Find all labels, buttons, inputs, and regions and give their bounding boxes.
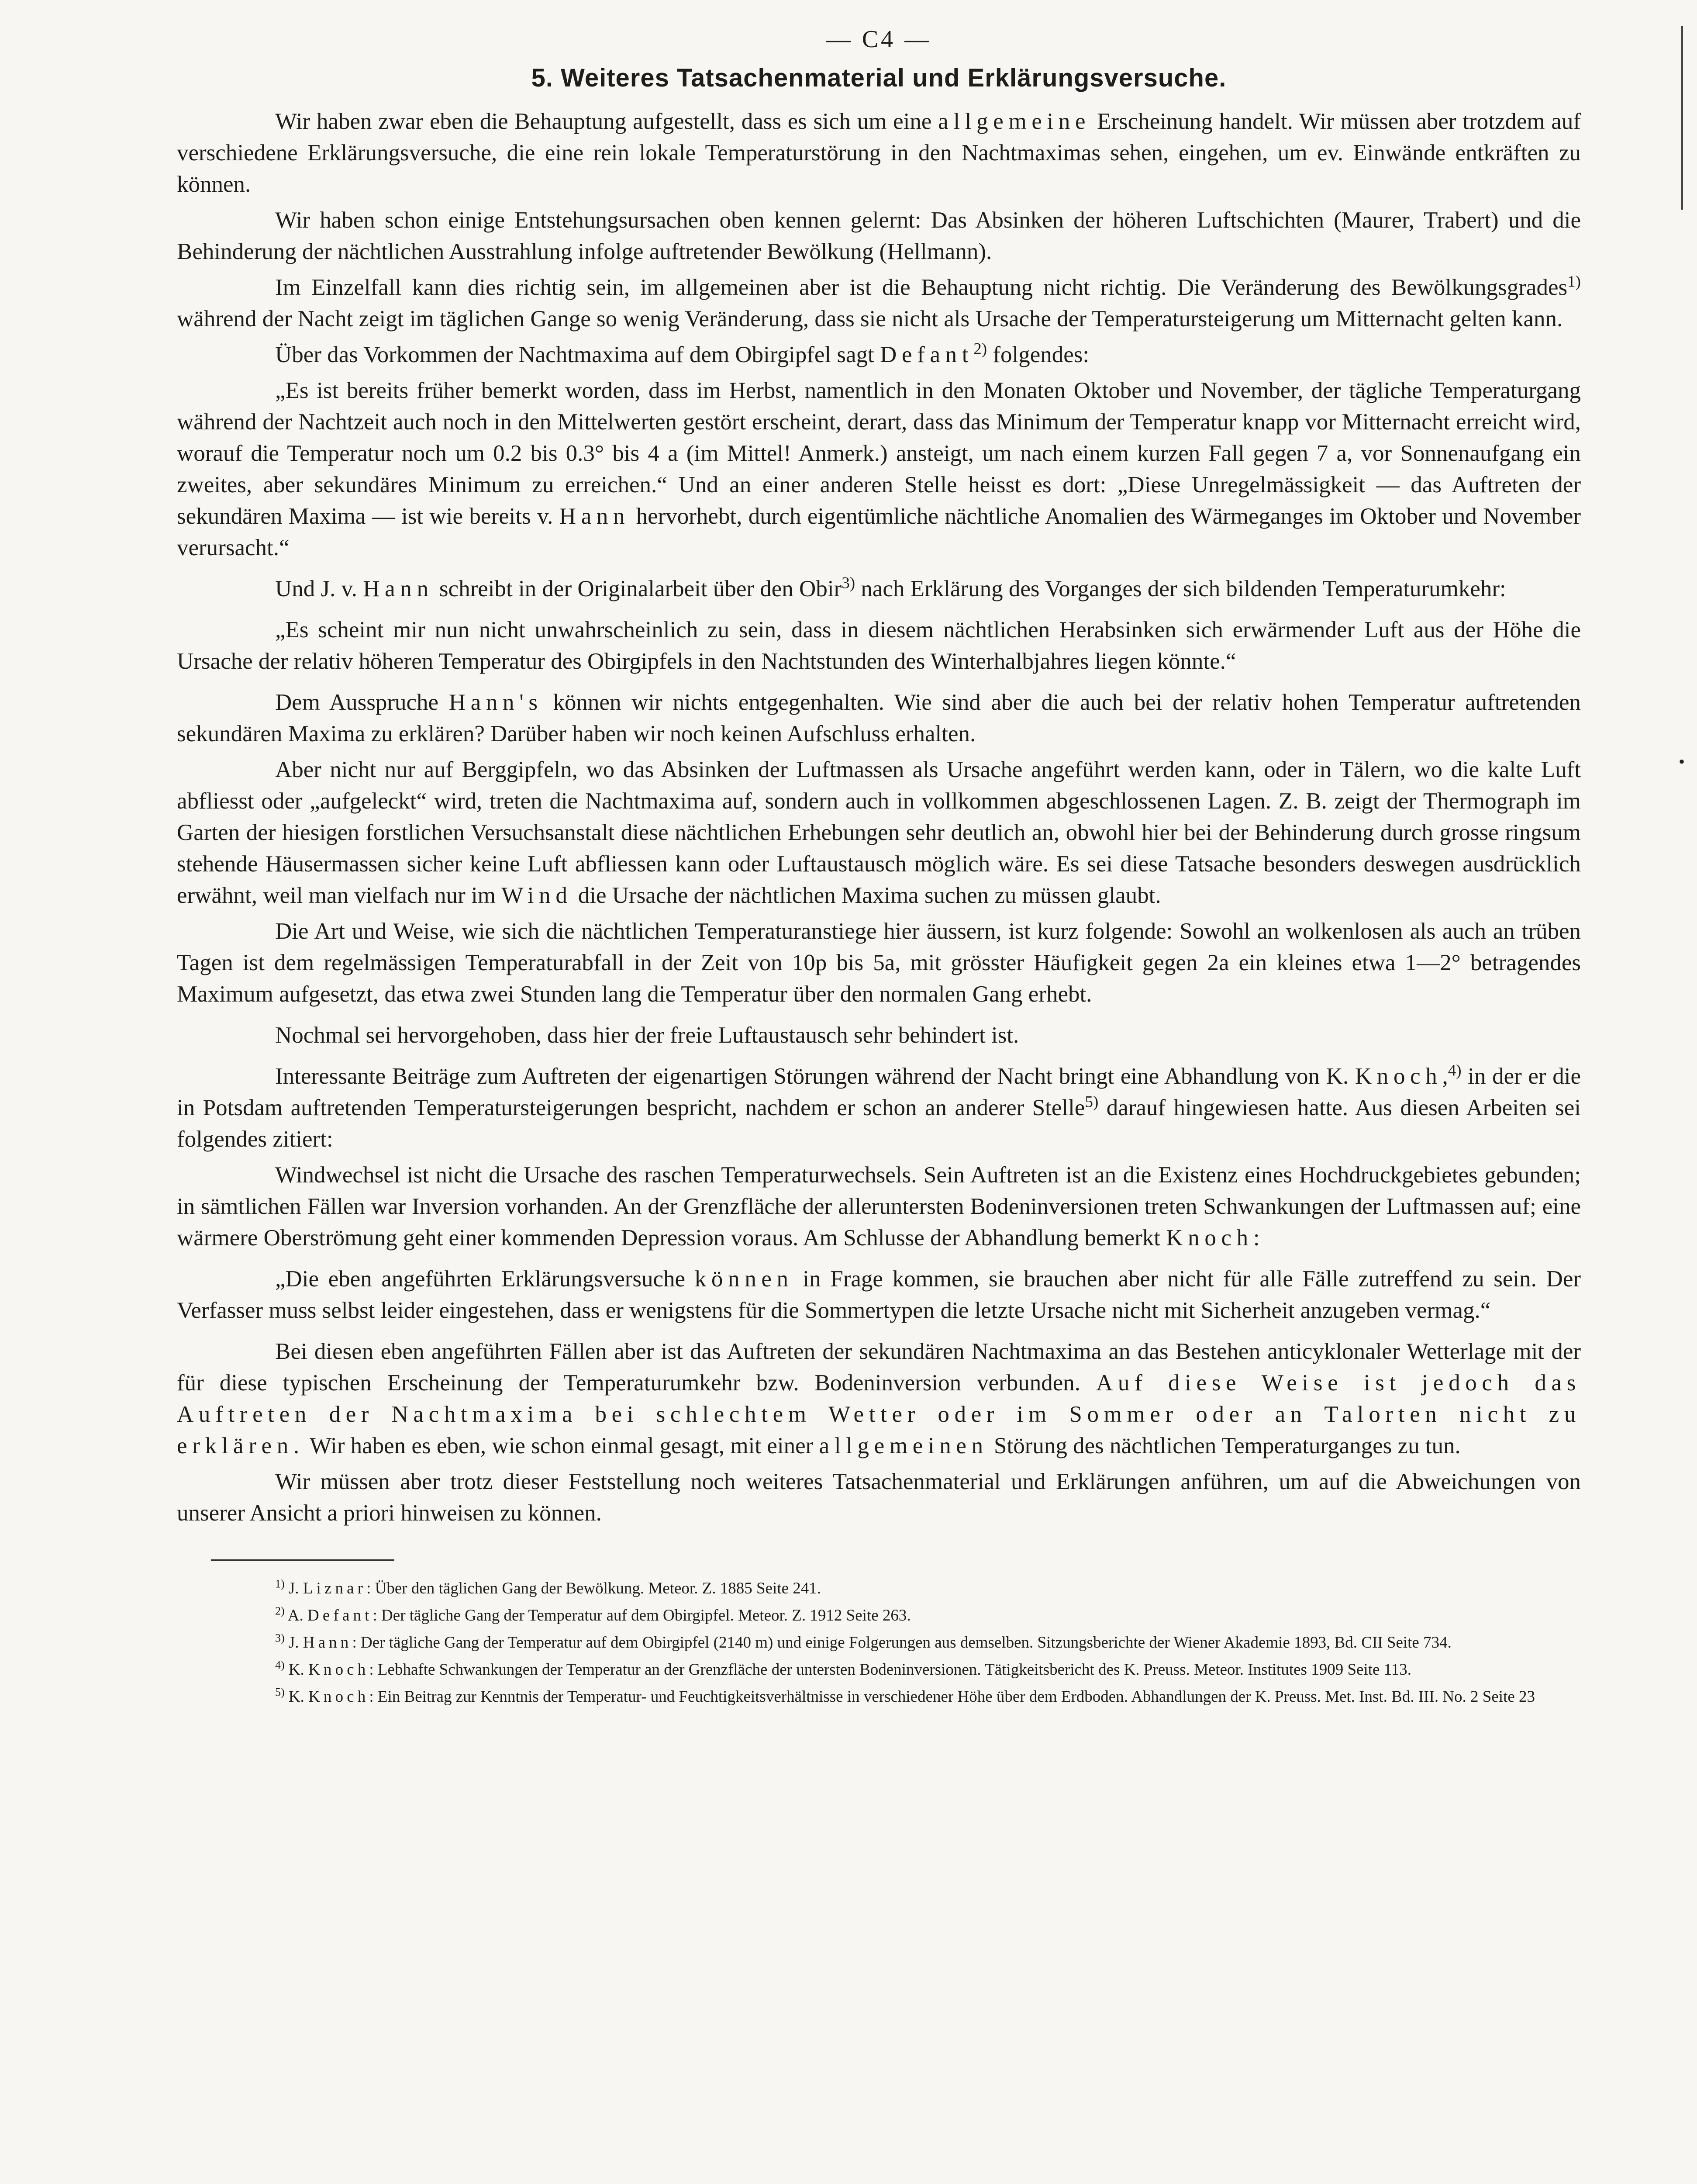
paragraph: Interessante Beiträge zum Auftreten der eigenartigen Störungen während der Nacht bringt eine Abhandlung von K. Knoch,$^{4)}$ in der er die in Potsdam auftretenden Temperatursteigerungen bespricht, nachdem er schon an anderer Stelle$^{5)}$ darauf hingewiesen hatte. Aus diesen Arbeiten sei folgendes zitiert: — [177, 1061, 1581, 1152]
body-text — [177, 106, 1581, 1529]
paragraph: Wir müssen aber trotz dieser Feststellung noch weiteres Tatsachenmaterial und Erklärungen anführen, um auf die Abweichungen von unserer Ansicht a priori hinweisen zu können. — [177, 1469, 1581, 1526]
footnote: $^{3)}$ J. Hann: Der tägliche Gang der Temperatur auf dem Obirgipfel (2140 m) und einige Folgerungen aus demselben. Sitzungsberichte der Wiener Akademie 1893, Bd. CII Seite 734. — [275, 1631, 1452, 1652]
paragraph: Und J. v. Hann schreibt in der Originalarbeit über den Obir$^{3)}$ nach Erklärung des Vorganges der sich bildenden Temperaturumkehr: — [275, 574, 1506, 602]
footnote-ref[interactable]: 2) — [973, 340, 987, 358]
paragraph: Im Einzelfall kann dies richtig sein, im allgemeinen aber ist die Behauptung nicht richtig. Die Veränderung des Bewölkungsgrades$^{1)}$ während der Nacht zeigt im täglichen Gange so wenig Veränderung, dass sie nicht als Ursache der Temperatursteigerung um Mitternacht gelten kann. — [177, 273, 1581, 332]
footnote: $^{1)}$ J. Liznar: Über den täglichen Gang der Bewölkung. Meteor. Z. 1885 Seite 241. — [275, 1577, 821, 1598]
footnotes — [177, 1559, 1581, 1710]
paragraph: Dem Ausspruche Hann's können wir nichts entgegenhalten. Wie sind aber die auch bei der relativ hohen Temperatur auftretenden sekundären Maxima zu erklären? Darüber haben wir noch keinen Aufschluss erhalten. — [177, 690, 1581, 747]
footnote-ref[interactable]: 5) — [1085, 1093, 1099, 1111]
footnote: $^{2)}$ A. Defant: Der tägliche Gang der Temperatur auf dem Obirgipfel. Meteor. Z. 1912 Seite 263. — [275, 1604, 911, 1625]
quote-paragraph: „Es ist bereits früher bemerkt worden, dass im Herbst, namentlich in den Monaten Oktober und November, der tägliche Temperaturgang während der Nachtzeit auch noch in den Mittelwerten gestört erscheint, derart, dass das Minimum der Temperatur knapp vor Mitternacht erreicht wird, worauf die Temperatur noch um 0.2 bis 0.3° bis 4 a (im Mittel! Anmerk.) ansteigt, um nach einem kurzen Fall gegen 7 a, vor Sonnenaufgang ein zweites, aber sekundäres Minimum zu erreichen.“ Und an einer anderen Stelle heisst es dort: „Diese Unregelmässigkeit — das Auftreten der sekundären Maxima — ist wie bereits v. Hann hervorhebt, durch eigentümliche nächtliche Anomalien des Wärmeganges im Oktober und November verursacht.“ — [177, 378, 1581, 561]
page-number: — C4 — — [826, 26, 932, 53]
paragraph: Über das Vorkommen der Nachtmaxima auf dem Obirgipfel sagt Defant$^{2)}$ folgendes: — [275, 340, 1090, 368]
footnote-ref[interactable]: 3) — [842, 574, 855, 592]
page-header — [177, 26, 1581, 53]
paragraph: Bei diesen eben angeführten Fällen aber ist das Auftreten der sekundären Nachtmaxima an das Bestehen anticyklonaler Wetterlage mit der für diese typischen Erscheinung der Temperaturumkehr bzw. Bodeninversion verbunden. Auf diese Weise ist jedoch das Auftreten der Nachtmaxima bei schlechtem Wetter oder im Sommer oder an Talorten nicht zu erklären. Wir haben es eben, wie schon einmal gesagt, mit einer allgemeinen Störung des nächtlichen Temperaturganges zu tun. — [177, 1339, 1581, 1459]
footnote: $^{4)}$ K. Knoch: Lebhafte Schwankungen der Temperatur an der Grenzfläche der untersten Bodeninversionen. Tätigkeitsbericht des K. Preuss. Meteor. Institutes 1909 Seite 113. — [275, 1659, 1412, 1679]
margin-mark: • — [1678, 752, 1685, 771]
footnote: $^{5)}$ K. Knoch: Ein Beitrag zur Kenntnis der Temperatur- und Feuchtigkeitsverhältnisse in verschiedener Höhe über dem Erdboden. Abhandlungen der K. Preuss. Met. Inst. Bd. III. No. 2 Seite 23 — [275, 1686, 1535, 1706]
section-title: 5. Weiteres Tatsachenmaterial und Erklärungsversuche. — [531, 63, 1227, 92]
scan-edge-mark — [1681, 26, 1687, 210]
page-content — [177, 26, 1581, 2167]
quote-paragraph: „Es scheint mir nun nicht unwahrscheinlich zu sein, dass in diesem nächtlichen Herabsinken sich erwärmender Luft aus der Höhe die Ursache der relativ höheren Temperatur des Obirgipfels in den Nachtstunden des Winterhalbjahres liegen könnte.“ — [177, 617, 1581, 674]
paragraph: Aber nicht nur auf Berggipfeln, wo das Absinken der Luftmassen als Ursache angeführt werden kann, oder in Tälern, wo die kalte Luft abfliesst oder „aufgeleckt“ wird, treten die Nachtmaxima auf, sondern auch in vollkommen abgeschlossenen Lagen. Z. B. zeigt der Thermograph im Garten der hiesigen forstlichen Versuchsanstalt diese nächtlichen Erhebungen sehr deutlich an, obwohl hier bei der Behinderung durch grosse ringsum stehende Häusermassen sicher keine Luft abfliessen kann oder Luftaustausch möglich wäre. Es sei diese Tatsache besonders deswegen ausdrücklich erwähnt, weil man vielfach nur im Wind die Ursache der nächtlichen Maxima suchen zu müssen glaubt. — [177, 757, 1581, 909]
paragraph: Nochmal sei hervorgehoben, dass hier der freie Luftaustausch sehr behindert ist. — [275, 1023, 1019, 1048]
paragraph: Die Art und Weise, wie sich die nächtlichen Temperaturanstiege hier äussern, ist kurz folgende: Sowohl an wolkenlosen als auch an trüben Tagen ist dem regelmässigen Temperaturabfall in der Zeit von 10p bis 5a, mit grösster Häufigkeit gegen 2a ein kleines etwa 1—2° betragendes Maximum aufgesetzt, das etwa zwei Stunden lang die Temperatur über den normalen Gang erhebt. — [177, 919, 1581, 1007]
paragraph: Wir haben zwar eben die Behauptung aufgestellt, dass es sich um eine allgemeine Erscheinung handelt. Wir müssen aber trotzdem auf verschiedene Erklärungsversuche, die eine rein lokale Temperaturstörung in den Nachtmaximas sehen, eingehen, um ev. Einwände entkräften zu können. — [177, 109, 1581, 197]
quote-paragraph: „Die eben angeführten Erklärungsversuche können in Frage kommen, sie brauchen aber nicht für alle Fälle zutreffend zu sein. Der Verfasser muss selbst leider eingestehen, dass er wenigstens für die Sommertypen die letzte Ursache nicht mit Sicherheit anzugeben vermag.“ — [177, 1266, 1581, 1324]
footnote-ref[interactable]: 4) — [1448, 1061, 1462, 1080]
paragraph: Windwechsel ist nicht die Ursache des raschen Temperaturwechsels. Sein Auftreten ist an die Existenz eines Hochdruckgebietes gebunden; in sämtlichen Fällen war Inversion vorhanden. An der Grenzfläche der alleruntersten Bodeninversionen treten Schwankungen der Luftmassen auf; eine wärmere Oberströmung geht einer kommenden Depression voraus. Am Schlusse der Abhandlung bemerkt Knoch: — [177, 1162, 1581, 1251]
paragraph: Wir haben schon einige Entstehungsursachen oben kennen gelernt: Das Absinken der höheren Luftschichten (Maurer, Trabert) und die Behinderung der nächtlichen Ausstrahlung infolge auftretender Bewölkung (Hellmann). — [177, 207, 1581, 265]
footnote-ref[interactable]: 1) — [1567, 273, 1581, 291]
footnote-divider — [211, 1559, 394, 1561]
